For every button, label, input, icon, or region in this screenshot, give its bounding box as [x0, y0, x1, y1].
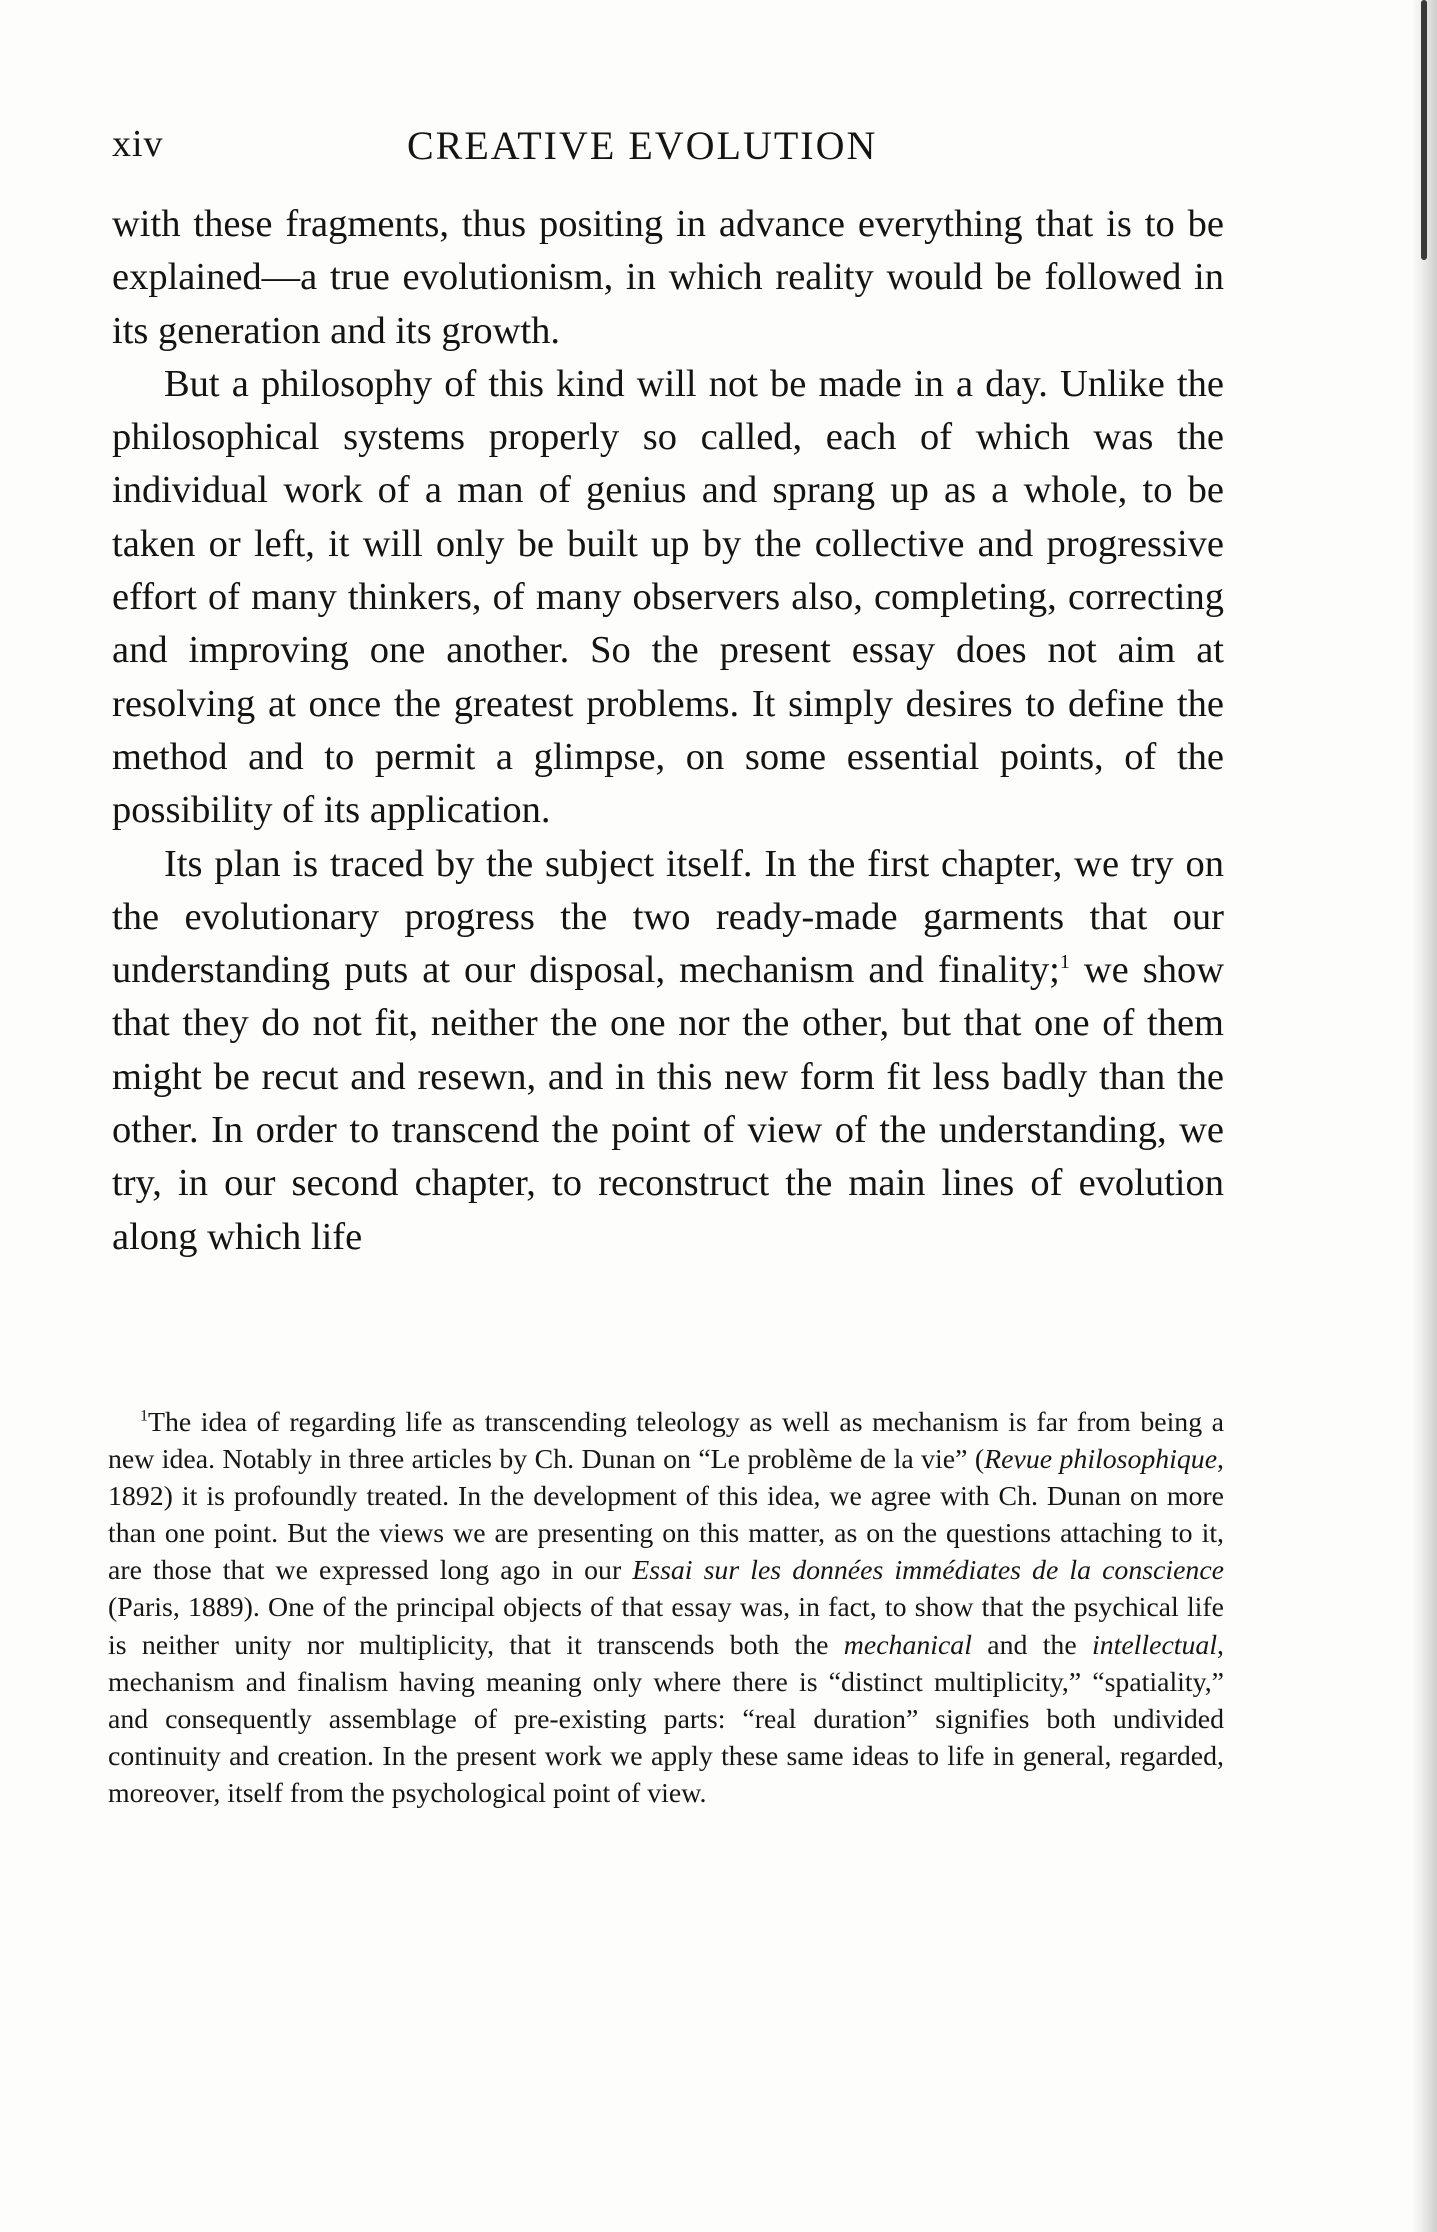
page-number: xiv [112, 123, 164, 165]
footnote-text-5: , mechanism and finalism having meaning only where there is “distinct multiplicity,” “spatiality,” and consequently assemblage of pre-existing parts: “real duration” signifies both undivided continuity and creation. In the present work we apply these same ideas to life in general, regarded, moreover, itself from the psychological point of view. [108, 1629, 1224, 1809]
footnote-text-1: The idea of regarding life as transcending teleology as well as mechanism is far from being a new idea. Notably in three articles by Ch. Dunan on “Le problème de la vie” ( [108, 1407, 1224, 1476]
running-title: CREATIVE EVOLUTION [407, 123, 878, 168]
running-head [112, 122, 1224, 182]
paragraph-3-text-b: we show that they do not fit, neither the one nor the other, but that one of them might be recut and resewn, and in this new form fit less badly than the other. In order to transcend the point of view of the understanding, we try, in our second chapter, to reconstruct the main lines of evolution along which life [112, 949, 1225, 1258]
footnote [108, 1404, 1224, 1812]
footnote-italic-essay: Essai sur les données immédiates de la conscience [632, 1555, 1225, 1587]
footnote-paragraph [108, 1404, 1224, 1812]
footnote-text-2: , 1892) it is profoundly treated. In the development of this idea, we agree with Ch. Dunan on more than one point. But the views we are presenting on this matter, as on the questions attaching to it, are those that we expressed long ago in our [108, 1444, 1224, 1587]
paragraph-3 [112, 838, 1224, 1264]
paragraph-1: with these fragments, thus positing in advance everything that is to be explained—a true evolutionism, in which reality would be followed in its generation and its growth. [112, 203, 1224, 352]
footnote-italic-intellectual: intellectual [1092, 1629, 1218, 1661]
paragraph-2: But a philosophy of this kind will not be made in a day. Unlike the philosophical systems properly so called, each of which was the individual work of a man of genius and sprang up as a whole, to be taken or left, it will only be built up by the collective and progressive effort of many thinkers, of many observers also, completing, correcting and improving one another. So the present essay does not aim at resolving at once the greatest problems. It simply desires to define the method and to permit a glimpse, on some essential points, of the possibility of its application. [112, 362, 1224, 832]
footnote-italic-mechanical: mechanical [843, 1629, 972, 1661]
footnote-italic-journal: Revue philosophique [984, 1444, 1218, 1476]
footnote-reference: 1 [1059, 951, 1070, 974]
footnote-text-3: (Paris, 1889). One of the principal objects of that essay was, in fact, to show that the psychical life is neither unity nor multiplicity, that it transcends both the [108, 1592, 1224, 1661]
paragraph-3-text-a: Its plan is traced by the subject itself. In the first chapter, we try on the evolutionary progress the two ready-made garments that our understanding puts at our disposal, mechanism and finality; [112, 842, 1224, 992]
binding-shadow [1411, 0, 1437, 2232]
footnote-text-4: and the [971, 1629, 1092, 1661]
footnote-mark: 1 [140, 1407, 148, 1425]
binding-mark [1421, 0, 1427, 260]
main-text [112, 198, 1224, 1264]
